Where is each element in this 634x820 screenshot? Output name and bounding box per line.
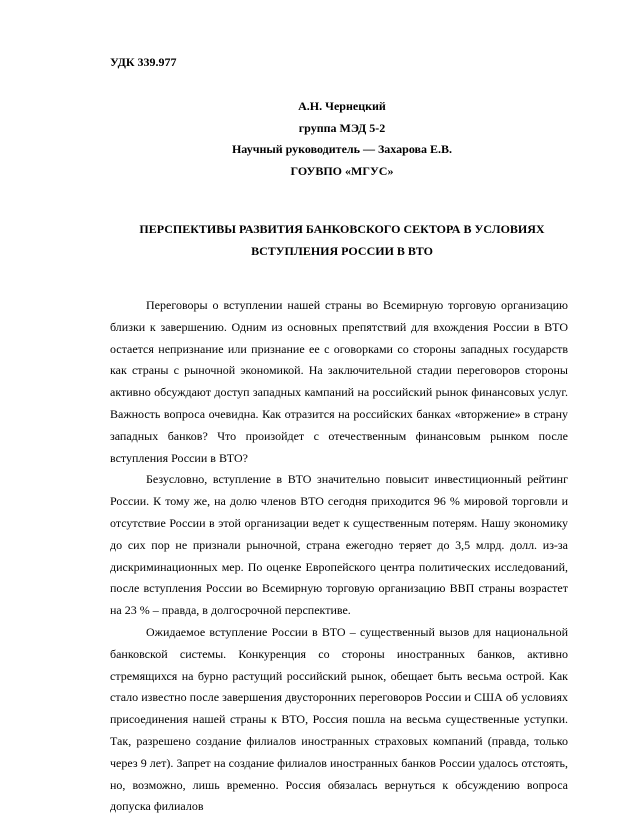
title-line-2: ВСТУПЛЕНИЯ РОССИИ В ВТО [251, 244, 433, 258]
udk-code: УДК 339.977 [110, 55, 177, 69]
body-text [110, 295, 568, 818]
title-line-1: ПЕРСПЕКТИВЫ РАЗВИТИЯ БАНКОВСКОГО СЕКТОРА В УСЛОВИЯХ [139, 222, 545, 236]
institution: ГОУВПО «МГУС» [290, 163, 394, 178]
paragraph-3: Ожидаемое вступление России в ВТО – существенный вызов для национальной банковской системы. Конкуренция со стороны иностранных банков, активно стремящихся на бурно растущий российский рынок, обещает быть весьма острой. Как стало известно после завершения двусторонних переговоров России и США об условиях присоединения нашей страны к ВТО, Россия пошла на весьма существенные уступки. Так, разрешено создание филиалов иностранных страховых компаний (правда, только через 9 лет). Запрет на создание филиалов иностранных банков России удалось отстоять, но, возможно, лишь временно. Россия обязалась вернуться к обсуждению вопроса допуска филиалов [110, 624, 568, 814]
author-name: А.Н. Чернецкий [298, 99, 386, 113]
author-block [110, 96, 574, 182]
paper-title [110, 218, 574, 262]
author-group: группа МЭД 5-2 [298, 120, 386, 135]
scientific-advisor: Научный руководитель — Захарова Е.В. [231, 142, 453, 156]
paragraph-1: Переговоры о вступлении нашей страны во Всемирную торговую организацию близки к завершению. Одним из основных препятствий для вхождения России в ВТО остается непризнание или признание ее с оговорками со стороны западных государств как страны с рыночной экономикой. На заключительной стадии переговоров стороны активно обсуждают доступ западных кампаний на российский рынок финансовых услуг. Важность вопроса очевидна. Как отразится на российских банках «вторжение» в страну западных банков? Что произойдет с отечественным финансовым рынком после вступления России в ВТО? [110, 298, 568, 465]
paragraph-2: Безусловно, вступление в ВТО значительно повысит инвестиционный рейтинг России. К тому же, на долю членов ВТО сегодня приходится 96 % мировой торговли и отсутствие России в этой организации ведет к существенным потерям. Нашу экономику до сих пор не признали рыночной, страна ежегодно теряет до 3,5 млрд. долл. из-за дискриминационных мер. По оценке Европейского центра политических исследований, после вступления России во Всемирную торговую организацию ВВП страны возрастет на 23 % – правда, в долгосрочной перспективе. [110, 472, 568, 618]
